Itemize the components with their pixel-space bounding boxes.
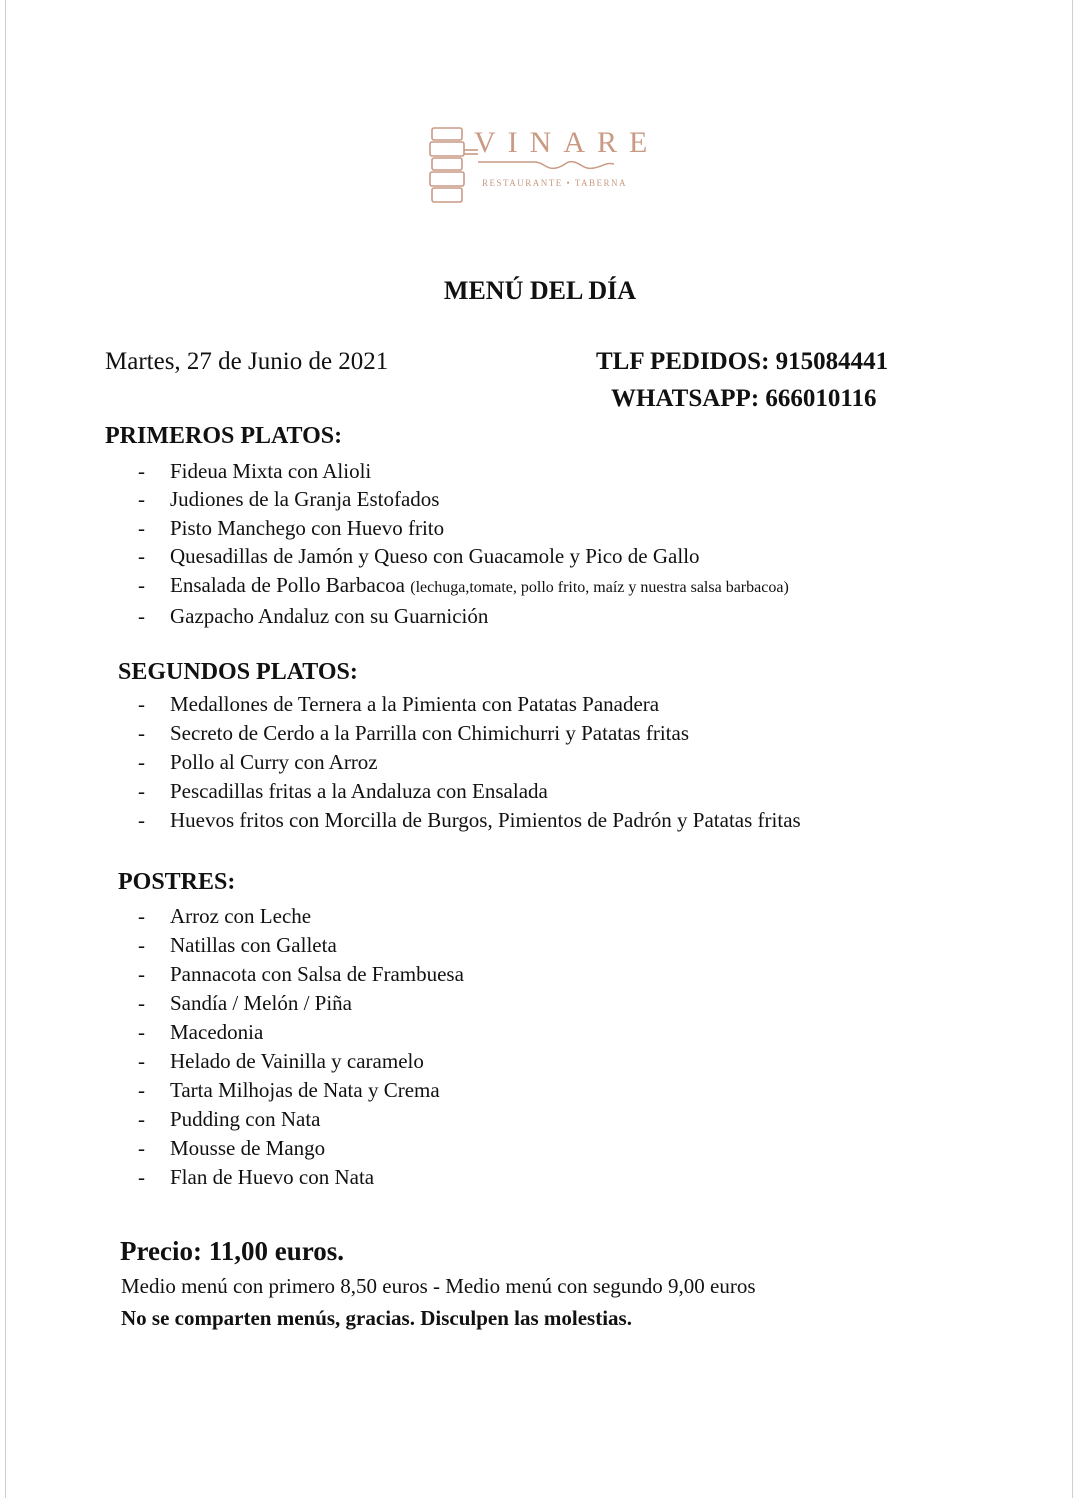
menu-item-name: Pescadillas fritas a la Andaluza con Ensalada <box>170 779 548 803</box>
menu-item-name: Pannacota con Salsa de Frambuesa <box>170 962 464 986</box>
list-dash: - <box>138 962 145 986</box>
menu-item-name: Helado de Vainilla y caramelo <box>170 1049 424 1073</box>
list-dash: - <box>138 991 145 1015</box>
menu-item-name: Ensalada de Pollo Barbacoa <box>170 572 405 597</box>
menu-item-name: Mousse de Mango <box>170 1136 326 1160</box>
primeros-heading: PRIMEROS PLATOS: <box>105 423 343 449</box>
menu-item-name: Quesadillas de Jamón y Queso con Guacamole y Pico de Gallo <box>170 544 700 569</box>
page-title: MENÚ DEL DÍA <box>443 276 637 305</box>
menu-item <box>138 902 464 931</box>
menu-item-name: Huevos fritos con Morcilla de Burgos, Pimientos de Padrón y Patatas fritas <box>170 808 801 832</box>
restaurant-logo <box>428 120 678 210</box>
logo-subtitle: RESTAURANTE • TABERNA <box>482 178 628 188</box>
list-dash: - <box>138 544 145 569</box>
menu-item <box>138 989 464 1018</box>
list-dash: - <box>138 487 145 512</box>
segundos-heading: SEGUNDOS PLATOS: <box>118 659 358 685</box>
gavel-logo-icon <box>428 120 478 210</box>
menu-item-name: Pisto Manchego con Huevo frito <box>170 515 445 540</box>
list-dash: - <box>138 1165 145 1189</box>
menu-item-name: Pollo al Curry con Arroz <box>170 750 378 774</box>
list-dash: - <box>138 604 145 629</box>
menu-item-name: Tarta Milhojas de Nata y Crema <box>170 1078 440 1102</box>
menu-item-name: Natillas con Galleta <box>170 933 337 957</box>
menu-item <box>138 457 789 485</box>
menu-item <box>138 1134 464 1163</box>
primeros-list <box>138 457 789 630</box>
list-dash: - <box>138 904 145 928</box>
menu-item-name: Fideua Mixta con Alioli <box>170 459 372 483</box>
menu-item-note: (lechuga,tomate, pollo frito, maíz y nuestra salsa barbacoa) <box>410 578 789 596</box>
menu-item <box>138 748 801 777</box>
menu-item <box>138 602 789 630</box>
list-dash: - <box>138 459 145 483</box>
menu-item <box>138 1047 464 1076</box>
postres-heading: POSTRES: <box>118 869 236 895</box>
menu-item <box>138 931 464 960</box>
menu-item <box>138 1105 464 1134</box>
menu-item-name: Secreto de Cerdo a la Parrilla con Chimichurri y Patatas fritas <box>170 721 690 745</box>
menu-item <box>138 542 789 570</box>
list-dash: - <box>138 515 145 540</box>
list-dash: - <box>138 779 145 803</box>
menu-item-name: Medallones de Ternera a la Pimienta con Patatas Panadera <box>170 692 660 716</box>
postres-list <box>138 902 464 1192</box>
menu-price: Precio: 11,00 euros. <box>120 1236 344 1266</box>
logo-wordmark: VINARE <box>474 126 660 159</box>
menu-item <box>138 485 789 513</box>
list-dash: - <box>138 933 145 957</box>
menu-item <box>138 514 789 542</box>
menu-item <box>138 1018 464 1047</box>
half-menu-prices: Medio menú con primero 8,50 euros - Medio menú con segundo 9,00 euros <box>121 1274 756 1298</box>
menu-date: Martes, 27 de Junio de 2021 <box>105 348 389 375</box>
menu-item-name: Macedonia <box>170 1020 264 1044</box>
list-dash: - <box>138 750 145 774</box>
list-dash: - <box>138 692 145 716</box>
menu-item-name: Arroz con Leche <box>170 904 312 928</box>
list-dash: - <box>138 572 145 597</box>
menu-item <box>138 1076 464 1105</box>
menu-item-name: Flan de Huevo con Nata <box>170 1165 375 1189</box>
menu-item-name: Sandía / Melón / Piña <box>170 991 352 1015</box>
menu-item <box>138 1163 464 1192</box>
no-share-notice: No se comparten menús, gracias. Disculpen las molestias. <box>121 1306 632 1330</box>
list-dash: - <box>138 1136 145 1160</box>
logo-flourish-icon <box>474 156 674 176</box>
list-dash: - <box>138 1078 145 1102</box>
menu-item <box>138 719 801 748</box>
menu-item <box>138 777 801 806</box>
menu-item-name: Pudding con Nata <box>170 1107 321 1131</box>
whatsapp-number: WHATSAPP: 666010116 <box>611 385 877 412</box>
list-dash: - <box>138 808 145 832</box>
list-dash: - <box>138 721 145 745</box>
menu-item <box>138 571 789 602</box>
menu-item <box>138 690 801 719</box>
list-dash: - <box>138 1049 145 1073</box>
menu-item <box>138 806 801 835</box>
list-dash: - <box>138 1107 145 1131</box>
menu-item-name: Gazpacho Andaluz con su Guarnición <box>170 604 489 629</box>
list-dash: - <box>138 1020 145 1044</box>
order-phone: TLF PEDIDOS: 915084441 <box>596 348 889 375</box>
menu-item <box>138 960 464 989</box>
menu-item-name: Judiones de la Granja Estofados <box>170 487 440 512</box>
segundos-list <box>138 690 801 835</box>
